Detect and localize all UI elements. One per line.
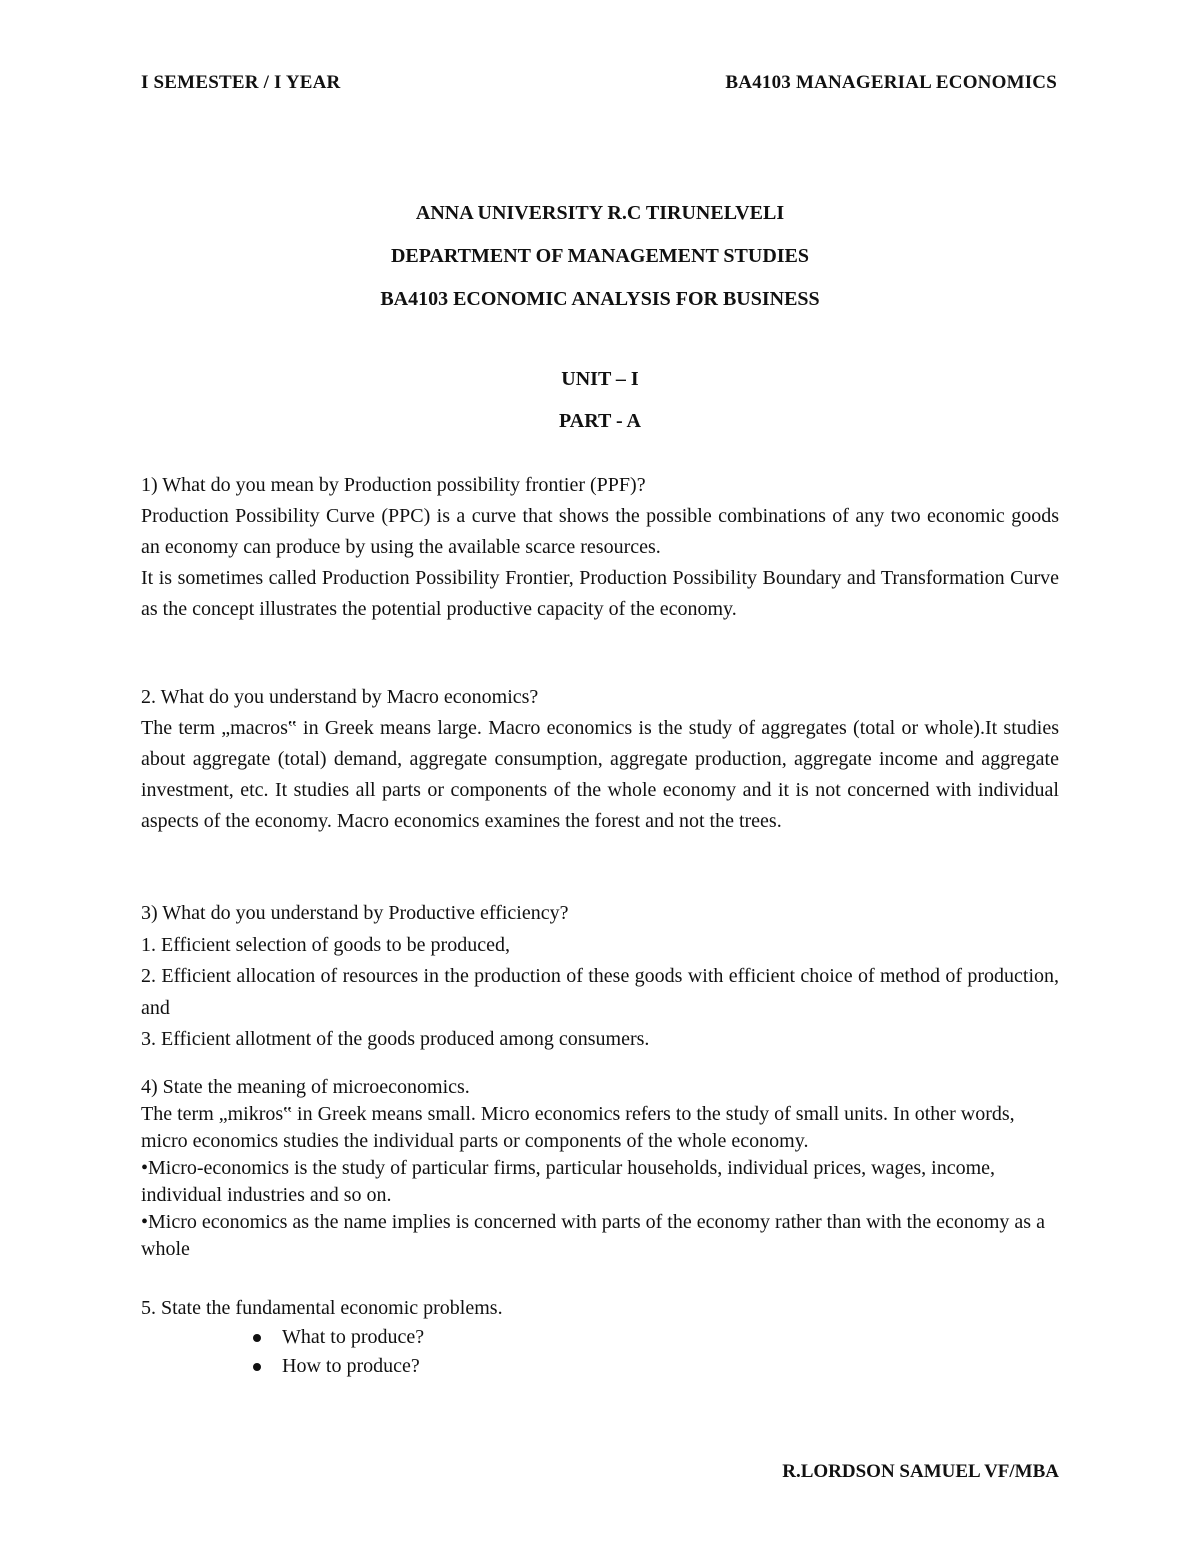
answer-3-point-3: 3. Efficient allotment of the goods produced among consumers. (141, 1028, 650, 1050)
answer-3-point-1: 1. Efficient selection of goods to be produced, (141, 933, 510, 956)
unit-label: UNIT – I (561, 368, 639, 390)
answer-1-paragraph-1: Production Possibility Curve (PPC) is a curve that shows the possible combinations of any two economic goods an economy can produce by using the available scarce resources. (141, 505, 1059, 558)
list-item (141, 1352, 1059, 1381)
header-semester: I SEMESTER / I YEAR (141, 72, 341, 93)
answer-1-paragraph-2: It is sometimes called Production Possibility Frontier, Production Possibility Boundary and Transformation Curve as the concept illustrates the potential productive capacity of the economy. (141, 567, 1059, 620)
unit-heading (0, 358, 1200, 442)
question-2 (141, 682, 1059, 837)
answer-4-paragraph-1: The term „mikros‟ in Greek means small. Micro economics refers to the study of small units. In other words, micro economics studies the individual parts or components of the whole economy. (141, 1103, 1015, 1152)
university-name: ANNA UNIVERSITY R.C TIRUNELVELI (415, 202, 785, 224)
question-4 (141, 1074, 1059, 1263)
question-2-text: 2. What do you understand by Macro economics? (141, 686, 539, 708)
footer-author: R.LORDSON SAMUEL VF/MBA (782, 1461, 1059, 1482)
question-5-text: 5. State the fundamental economic problems. (141, 1297, 503, 1319)
answer-2-paragraph: The term „macros‟ in Greek means large. Macro economics is the study of aggregates (total or whole).It studies about aggregate (total) demand, aggregate consumption, aggregate production, aggregate income and aggregate investment, etc. It studies all parts or components of the whole economy and it is not concerned with individual aspects of the economy. Macro economics examines the forest and not the trees. (141, 717, 1059, 832)
answer-4-paragraph-2: •Micro-economics is the study of particular firms, particular households, individual prices, wages, income, individual industries and so on. (141, 1157, 996, 1206)
header-course: BA4103 MANAGERIAL ECONOMICS (725, 72, 1057, 93)
answer-4-paragraph-3: •Micro economics as the name implies is concerned with parts of the economy rather than with the economy as a whole (141, 1211, 1045, 1260)
list-item-text: What to produce? (282, 1326, 425, 1348)
question-1 (141, 470, 1059, 625)
answer-5-list (141, 1323, 1059, 1381)
question-4-text: 4) State the meaning of microeconomics. (141, 1076, 470, 1098)
question-1-text: 1) What do you mean by Production possibility frontier (PPF)? (141, 474, 646, 496)
bullet-icon (253, 1363, 261, 1371)
bullet-icon (253, 1334, 261, 1342)
question-3-text: 3) What do you understand by Productive efficiency? (141, 902, 569, 924)
department-name: DEPARTMENT OF MANAGEMENT STUDIES (390, 245, 810, 267)
question-3 (141, 898, 1059, 1056)
question-5 (141, 1294, 1059, 1381)
document-title (0, 192, 1200, 321)
list-item-text: How to produce? (282, 1355, 420, 1377)
course-title: BA4103 ECONOMIC ANALYSIS FOR BUSINESS (380, 288, 820, 310)
list-item (141, 1323, 1059, 1352)
part-label: PART - A (559, 410, 641, 432)
answer-3-point-2: 2. Efficient allocation of resources in the production of these goods with efficient choice of method of production, and (141, 965, 1059, 1019)
